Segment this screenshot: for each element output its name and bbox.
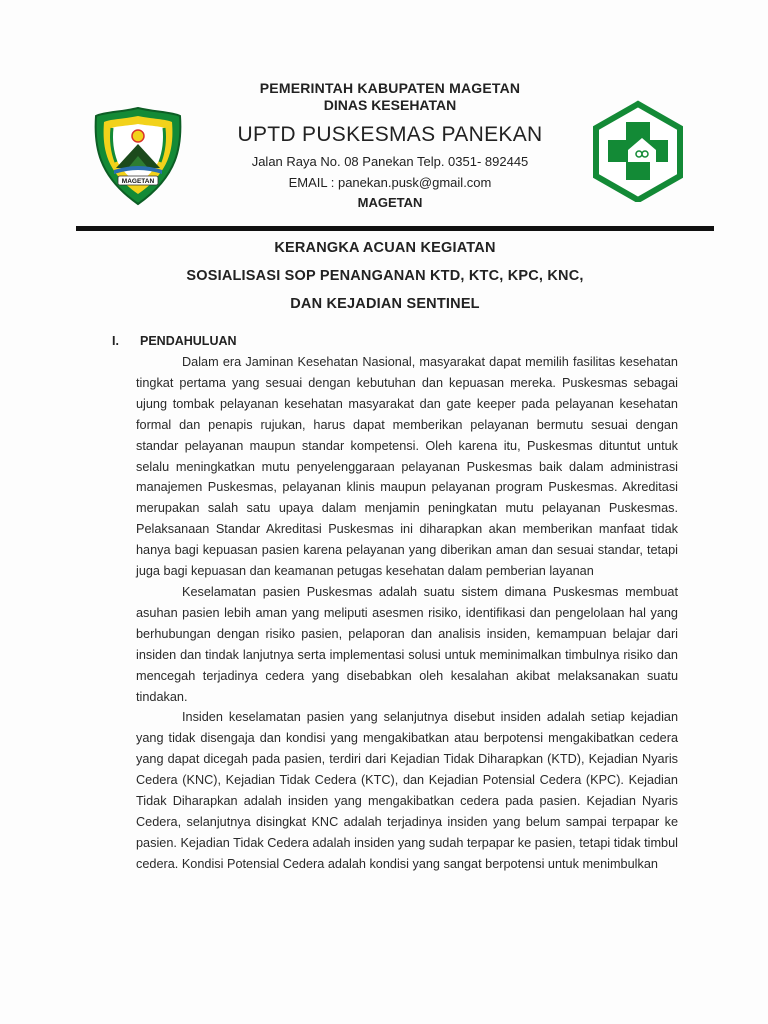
address-line: Jalan Raya No. 08 Panekan Telp. 0351- 892445 — [251, 154, 529, 169]
email-line: EMAIL : panekan.pusk@gmail.com — [288, 175, 492, 190]
svg-text:MAGETAN: MAGETAN — [121, 178, 155, 185]
title-line-1: KERANGKA ACUAN KEGIATAN — [274, 240, 496, 256]
title-line-3: DAN KEJADIAN SENTINEL — [290, 296, 480, 312]
paragraph: Insiden keselamatan pasien yang selanjutnya disebut insiden adalah setiap kejadian yang tidak disengaja dan kondisi yang mengakibatkan atau berpotensi mengakibatkan cedera yang dapat dicegah pada pasien, terdiri dari Kejadian Tidak Diharapkan (KTD), Kejadian Nyaris Cedera (KNC), Kejadian Tidak Cedera (KTC), dan Kejadian Potensial Cedera (KPC). Kejadian Tidak Diharapkan adalah insiden yang mengakibatkan cedera pada pasien. Kejadian Nyaris Cedera, selanjutnya disingkat KNC adalah terjadinya insiden yang belum sampai terpapar ke pasien. Kejadian Tidak Cedera adalah insiden yang sudah terpapar ke pasien, tetapi tidak timbul cedera. Kondisi Potensial Cedera adalah kondisi yang sangat berpotensi untuk menimbulkan — [136, 710, 678, 871]
government-name: PEMERINTAH KABUPATEN MAGETAN — [259, 80, 521, 96]
puskesmas-cross-icon — [588, 100, 688, 202]
department-name: DINAS KESEHATAN — [323, 97, 457, 113]
title-line-2: SOSIALISASI SOP PENANGANAN KTD, KTC, KPC, KNC, — [186, 268, 584, 284]
paragraph: Keselamatan pasien Puskesmas adalah suatu sistem dimana Puskesmas membuat asuhan pasien lebih aman yang meliputi asesmen risiko, identifikasi dan pengelolaan hal yang berhubungan dengan risiko pasien, pelaporan dan analisis insiden, kemampuan belajar dari insiden dan tindak lanjutnya serta implementasi solusi untuk meminimalkan timbulnya risiko dan mencegah terjadinya cedera yang disebabkan oleh kesalahan akibat melaksanakan suatu tindakan. — [136, 584, 678, 704]
section-number: I. — [112, 334, 119, 348]
institution-name: UPTD PUSKESMAS PANEKAN — [237, 123, 543, 146]
document-title — [80, 234, 690, 318]
paragraph: Dalam era Jaminan Kesehatan Nasional, masyarakat dapat memilih fasilitas kesehatan tingkat pertama yang sesuai dengan kebutuhan dan kepuasan mereka. Puskesmas sebagai ujung tombak pelayanan kesehatan masyarakat dan gate keeper pada pelayanan kesehatan formal dan penapis rujukan, harus dapat memberikan pelayanan bermutu sesuai dengan standar pelayanan maupun standar kompetensi. Oleh karena itu, Puskesmas dituntut untuk selalu meningkatkan mutu penyelenggaraan pelayanan Puskesmas baik dalam administrasi manajemen Puskesmas, pelayanan klinis maupun pelayanan program Puskesmas. Akreditasi merupakan salah satu upaya dalam menjamin peningkatan mutu pelayanan Puskesmas. Pelaksanaan Standar Akreditasi Puskesmas ini diharapkan akan memberikan manfaat tidak hanya bagi kepuasan pasien karena pelayanan yang diberikan aman dan sesuai standar, tetapi juga bagi kepuasan dan keamanan petugas kesehatan dalam pemberian layanan — [136, 355, 678, 579]
section-title: PENDAHULUAN — [140, 334, 237, 348]
letterhead-divider — [76, 226, 714, 231]
letterhead — [190, 80, 590, 212]
regency-emblem-icon — [92, 106, 184, 206]
city-line: MAGETAN — [357, 195, 423, 210]
section-body — [136, 352, 678, 875]
section-heading — [112, 334, 237, 348]
